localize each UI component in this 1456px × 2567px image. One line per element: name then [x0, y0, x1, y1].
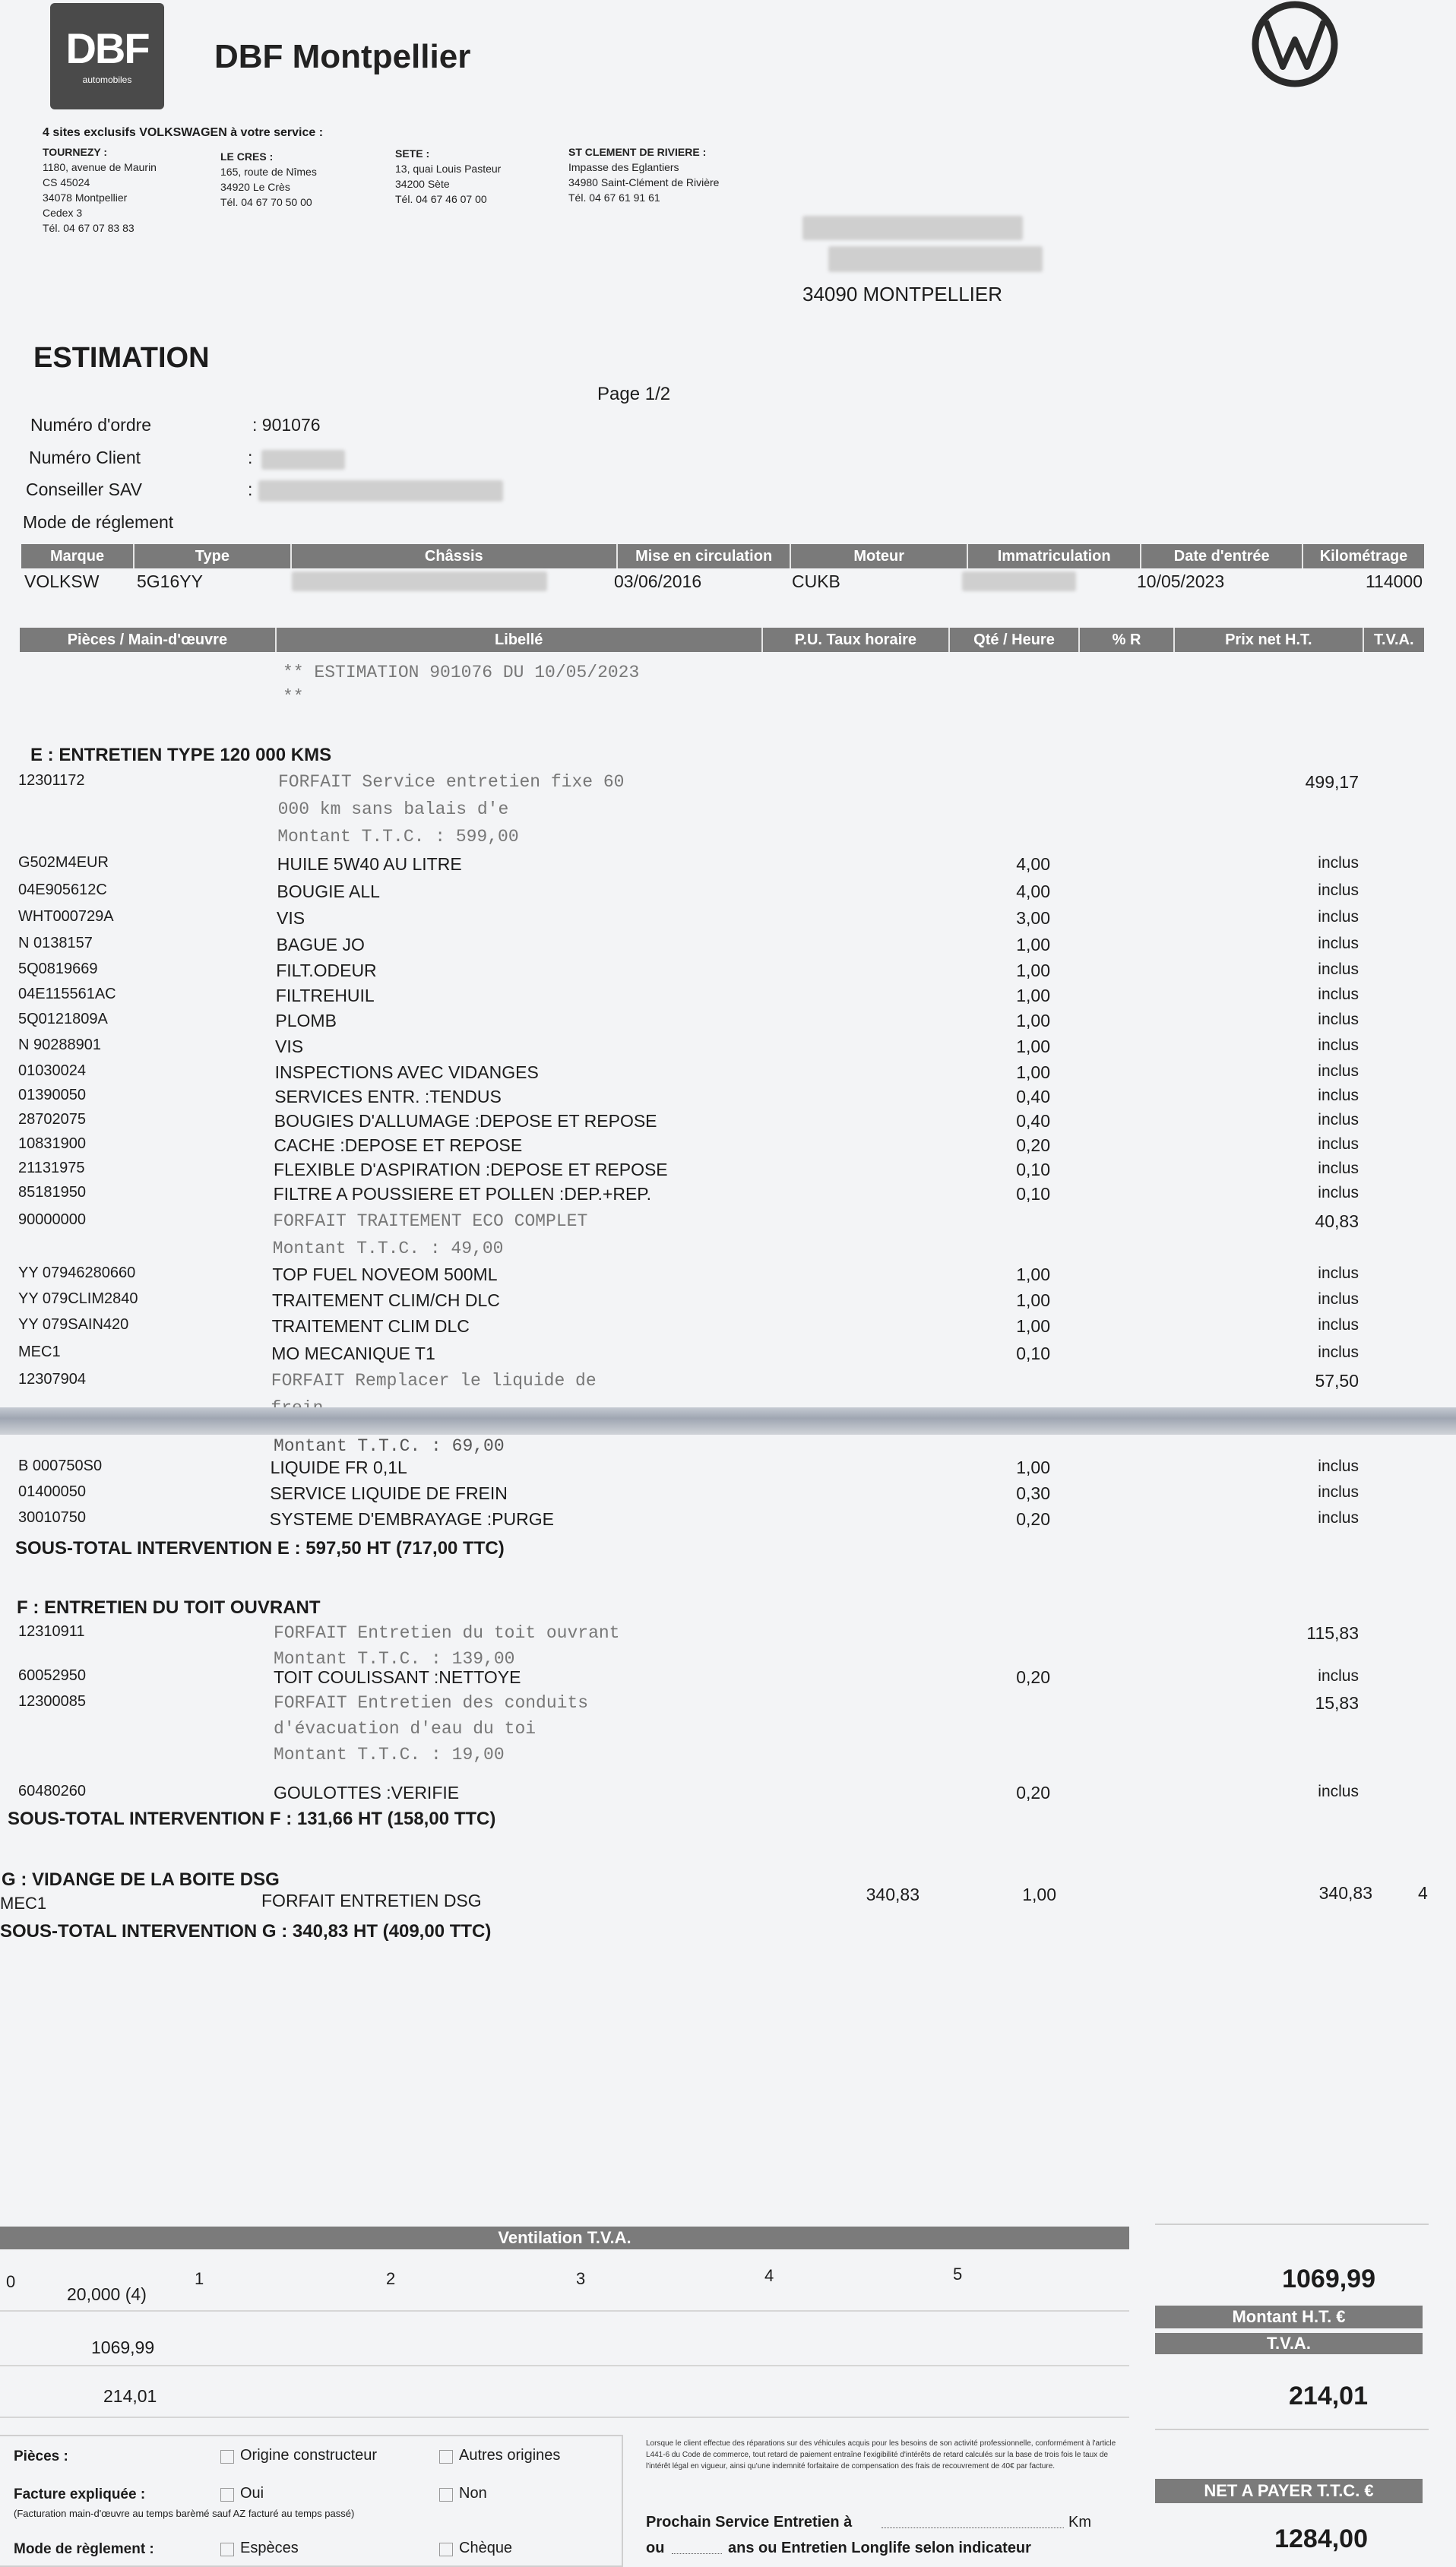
vehicle-date-entree: 10/05/2023: [1137, 571, 1225, 591]
field-label: Mode de réglement: [23, 512, 174, 532]
doc-title: ESTIMATION: [33, 342, 210, 374]
line-price: inclus: [1318, 1011, 1359, 1028]
line-price: inclus: [1318, 1037, 1359, 1054]
site-line: 1180, avenue de Maurin: [43, 161, 157, 173]
line-code: 01390050: [18, 1087, 86, 1103]
paper-fold: [0, 1407, 1456, 1435]
line-qty: 0,10: [1016, 1344, 1050, 1363]
line-code: 28702075: [18, 1111, 86, 1128]
line-price: 340,83: [1318, 1883, 1372, 1903]
line-qty: 1,00: [1016, 1290, 1050, 1310]
line-label: FORFAIT Entretien des conduits: [274, 1693, 589, 1713]
total-ht-label-bar: [1155, 2306, 1423, 2328]
checkbox-origine[interactable]: [220, 2450, 234, 2464]
line-code: N 90288901: [18, 1037, 101, 1053]
line-label: TRAITEMENT CLIM DLC: [271, 1316, 470, 1336]
line-label: FORFAIT Remplacer le liquide de: [271, 1371, 597, 1391]
line-label: SYSTEME D'EMBRAYAGE :PURGE: [269, 1509, 554, 1529]
line-label: MO MECANIQUE T1: [271, 1344, 435, 1363]
site-line: 34980 Saint-Clément de Rivière: [568, 176, 720, 188]
vehicle-mise-circulation: 03/06/2016: [614, 571, 702, 591]
line-code: 12301172: [18, 772, 85, 789]
line-label: d'évacuation d'eau du toi: [274, 1719, 537, 1739]
line-price: inclus: [1318, 1265, 1359, 1282]
field-value: :: [248, 448, 253, 467]
col-header: T.V.A.: [1373, 631, 1414, 648]
estimation-line: ** ESTIMATION 901076 DU 10/05/2023: [283, 663, 640, 682]
site-line: Impasse des Eglantiers: [568, 161, 679, 173]
col-header: Moteur: [791, 544, 967, 568]
redacted-advisor: [258, 480, 503, 502]
site-line: Cedex 3: [43, 207, 83, 219]
sites-title: 4 sites exclusifs VOLKSWAGEN à votre service :: [43, 126, 324, 139]
line-price: 15,83: [1315, 1693, 1359, 1713]
col-header: Kilométrage: [1319, 548, 1408, 565]
site-tel: Tél. 04 67 07 83 83: [43, 222, 135, 234]
line-price: inclus: [1318, 1087, 1359, 1104]
site-line: 13, quai Louis Pasteur: [395, 163, 502, 175]
line-qty: 1,00: [1016, 935, 1050, 954]
vehicle-marque: VOLKSW: [24, 571, 100, 591]
vehicle-type: 5G16YY: [137, 571, 203, 591]
checkbox-cheque[interactable]: [439, 2543, 453, 2556]
line-label: Montant T.T.C. : 49,00: [272, 1239, 504, 1258]
col-header: Mise en circulation: [618, 544, 792, 568]
line-qty: 1,00: [1016, 1316, 1050, 1336]
section-subtotal: SOUS-TOTAL INTERVENTION G : 340,83 HT (409,00 TTC): [0, 1921, 492, 1942]
site-line: Tél. 04 67 61 91 61: [568, 191, 660, 204]
section-subtotal: SOUS-TOTAL INTERVENTION E : 597,50 HT (717,00 TTC): [15, 1538, 505, 1559]
line-code: N 0138157: [18, 935, 93, 951]
tva-ventilation-bar: [0, 2227, 1129, 2249]
brand-name: DBF Montpellier: [214, 38, 471, 75]
line-price: inclus: [1318, 1316, 1359, 1334]
prochain-ou: ou: [646, 2540, 665, 2556]
footer-oui: Oui: [240, 2485, 264, 2502]
line-label: LIQUIDE FR 0,1L: [270, 1458, 407, 1477]
net-label: NET A PAYER T.T.C. €: [1204, 2481, 1374, 2500]
tva-rate: 20,000 (4): [67, 2284, 147, 2304]
line-label: BAGUE JO: [276, 935, 365, 954]
line-qty: 1,00: [1016, 1037, 1050, 1056]
line-qty: 1,00: [1016, 1265, 1050, 1284]
redacted-client-address: [828, 246, 1043, 272]
footer-pieces: Pièces :: [14, 2448, 68, 2464]
line-qty: 0,20: [1016, 1667, 1050, 1687]
line-price: inclus: [1318, 1184, 1359, 1201]
line-label: FORFAIT Entretien du toit ouvrant: [274, 1623, 620, 1643]
col-header: Pièces / Main-d'œuvre: [20, 628, 277, 652]
line-qty: 1,00: [1016, 1062, 1050, 1082]
net-label-bar: [1155, 2479, 1423, 2503]
col-header: P.U. Taux horaire: [763, 628, 950, 652]
tva-divider: [0, 2365, 1129, 2366]
site-name: SETE :: [395, 147, 430, 160]
col-header: % R: [1080, 628, 1175, 652]
tva-col: 3: [576, 2269, 586, 2288]
line-price: inclus: [1318, 1783, 1359, 1800]
col-header: Immatriculation: [968, 544, 1142, 568]
site-name: LE CRES :: [220, 150, 274, 163]
tva-col: 2: [386, 2269, 396, 2288]
line-code: 01400050: [18, 1483, 86, 1500]
line-price: 115,83: [1306, 1623, 1359, 1643]
col-header: Type: [135, 544, 292, 568]
col-header: Date d'entrée: [1141, 544, 1303, 568]
line-code: 12310911: [18, 1623, 85, 1640]
line-label: CACHE :DEPOSE ET REPOSE: [274, 1135, 523, 1155]
prochain-km-unit: Km: [1068, 2514, 1091, 2531]
prochain-service: Prochain Service Entretien à: [646, 2514, 853, 2531]
prochain-ans: ans ou Entretien Longlife selon indicateur: [728, 2540, 1031, 2556]
section-title: G : VIDANGE DE LA BOITE DSG: [2, 1869, 280, 1890]
field-label: Numéro Client: [29, 448, 141, 467]
vw-logo-icon: [1243, 0, 1347, 91]
line-label: SERVICES ENTR. :TENDUS: [274, 1087, 502, 1106]
line-qty: 0,40: [1016, 1111, 1050, 1131]
tva-col: 4: [764, 2266, 774, 2285]
line-price: inclus: [1318, 1062, 1359, 1080]
line-price: inclus: [1318, 1483, 1359, 1501]
line-price: inclus: [1318, 935, 1359, 952]
total-ht: 1069,99: [1282, 2265, 1375, 2293]
line-code: 04E115561AC: [18, 986, 116, 1002]
section-title: E : ENTRETIEN TYPE 120 000 KMS: [30, 745, 332, 765]
line-qty: 0,40: [1016, 1087, 1050, 1106]
line-code: YY 079CLIM2840: [18, 1290, 138, 1307]
col-header: Qté / Heure: [950, 628, 1080, 652]
footer-cheque: Chèque: [459, 2540, 513, 2556]
section-title: F : ENTRETIEN DU TOIT OUVRANT: [17, 1597, 321, 1618]
line-label: FILTRE A POUSSIERE ET POLLEN :DEP.+REP.: [273, 1184, 652, 1204]
site-line: Tél. 04 67 46 07 00: [395, 193, 487, 205]
totals-top-line: [1155, 2224, 1429, 2225]
footer-autres: Autres origines: [459, 2447, 561, 2464]
line-code: 12300085: [18, 1693, 86, 1710]
line-price: 57,50: [1315, 1371, 1359, 1391]
line-qty: 0,20: [1016, 1509, 1050, 1529]
line-price: inclus: [1318, 1509, 1359, 1527]
line-price: inclus: [1318, 854, 1359, 872]
site-line: 34200 Sète: [395, 178, 450, 190]
col-header: Châssis: [292, 544, 618, 568]
site-tournezy: [43, 144, 157, 236]
line-label: SERVICE LIQUIDE DE FREIN: [270, 1483, 508, 1503]
checkbox-non[interactable]: [439, 2488, 453, 2502]
line-qty: 0,20: [1016, 1783, 1050, 1803]
line-label: Montant T.T.C. : 69,00: [274, 1436, 505, 1456]
tva-col: 5: [953, 2265, 963, 2284]
footer-facturation-note: (Facturation main-d'œuvre au temps barèmé sauf AZ facturé au temps passé): [14, 2508, 355, 2519]
total-ht-label: Montant H.T. €: [1232, 2307, 1346, 2326]
line-code: 04E905612C: [18, 882, 107, 898]
line-price: inclus: [1318, 882, 1359, 899]
site-line: 165, route de Nîmes: [220, 166, 317, 178]
tva-divider: [0, 2417, 1129, 2418]
line-price: 40,83: [1315, 1211, 1359, 1231]
site-line: 34920 Le Crès: [220, 181, 290, 193]
line-price: 499,17: [1305, 772, 1359, 792]
line-label: 000 km sans balais d'e: [277, 799, 509, 819]
line-tva: 4: [1418, 1883, 1428, 1903]
col-header: Marque: [21, 544, 135, 568]
section-subtotal: SOUS-TOTAL INTERVENTION F : 131,66 HT (158,00 TTC): [8, 1809, 496, 1829]
line-code: YY 079SAIN420: [18, 1316, 129, 1333]
line-code: 5Q0819669: [18, 961, 98, 977]
line-price: inclus: [1318, 1344, 1359, 1361]
field-value: :: [248, 480, 253, 499]
line-price: inclus: [1318, 1135, 1359, 1153]
line-label: VIS: [275, 1037, 304, 1056]
line-price: inclus: [1318, 1290, 1359, 1308]
redacted-chassis: [292, 571, 547, 591]
site-name: ST CLEMENT DE RIVIERE :: [568, 146, 707, 158]
line-code: 21131975: [18, 1160, 85, 1176]
line-code: YY 07946280660: [18, 1265, 136, 1281]
line-code: 90000000: [18, 1211, 86, 1228]
line-label: TOIT COULISSANT :NETTOYE: [274, 1667, 521, 1687]
col-header: Prix net H.T.: [1175, 628, 1363, 652]
line-label: FORFAIT ENTRETIEN DSG: [261, 1891, 482, 1910]
page-number: Page 1/2: [597, 384, 671, 404]
redacted-immatriculation: [962, 571, 1076, 591]
tva-col: 1: [195, 2269, 204, 2288]
field-label: Numéro d'ordre: [30, 415, 152, 435]
line-label: GOULOTTES :VERIFIE: [274, 1783, 460, 1803]
field-label: Conseiller SAV: [26, 480, 142, 499]
line-label: Montant T.T.C. : 19,00: [274, 1745, 505, 1765]
line-code: MEC1: [0, 1894, 47, 1913]
line-code: 12307904: [18, 1371, 86, 1388]
line-label: INSPECTIONS AVEC VIDANGES: [274, 1062, 539, 1082]
line-label: BOUGIE ALL: [277, 882, 380, 901]
site-name: TOURNEZY :: [43, 146, 108, 158]
vehicle-km: 114000: [1365, 571, 1423, 591]
line-label: FORFAIT TRAITEMENT ECO COMPLET: [273, 1211, 588, 1231]
col-header: Libellé: [277, 628, 763, 652]
line-pu: 340,83: [866, 1885, 919, 1904]
line-label: FLEXIBLE D'ASPIRATION :DEPOSE ET REPOSE: [274, 1160, 668, 1179]
line-qty: 1,00: [1016, 1458, 1050, 1477]
redacted-client-number: [261, 450, 345, 470]
line-qty: 1,00: [1022, 1885, 1056, 1904]
checkbox-especes[interactable]: [220, 2543, 234, 2556]
line-code: 10831900: [18, 1135, 86, 1152]
line-price: inclus: [1318, 1667, 1359, 1685]
line-label: BOUGIES D'ALLUMAGE :DEPOSE ET REPOSE: [274, 1111, 657, 1131]
line-code: 01030024: [18, 1062, 86, 1079]
logo-text: DBF: [65, 24, 149, 72]
line-label: VIS: [277, 908, 305, 928]
line-qty: 1,00: [1016, 961, 1050, 980]
tva-label: T.V.A.: [1267, 2334, 1311, 2353]
line-price: inclus: [1318, 908, 1359, 926]
totals-divider: [1155, 2429, 1429, 2430]
line-qty: 1,00: [1016, 986, 1050, 1005]
checkbox-autres[interactable]: [439, 2450, 453, 2464]
checkbox-oui[interactable]: [220, 2488, 234, 2502]
redacted-client-name: [802, 216, 1023, 240]
tva-label-bar: [1155, 2333, 1423, 2354]
line-label: TOP FUEL NOVEOM 500ML: [272, 1265, 498, 1284]
line-qty: 1,00: [1016, 1011, 1050, 1030]
line-code: 60480260: [18, 1783, 86, 1799]
line-code: WHT000729A: [18, 908, 114, 925]
field-value: : 901076: [252, 415, 321, 435]
total-tva: 214,01: [1289, 2382, 1368, 2410]
line-price: inclus: [1318, 961, 1359, 978]
site-line: 34078 Montpellier: [43, 191, 128, 204]
footer-origine: Origine constructeur: [240, 2447, 378, 2464]
site-sete: [395, 146, 501, 207]
line-qty: 4,00: [1016, 882, 1050, 901]
tva-col: 0: [6, 2272, 16, 2291]
prochain-km-field[interactable]: [882, 2527, 1064, 2528]
line-label: FILT.ODEUR: [276, 961, 377, 980]
line-label: FORFAIT Service entretien fixe 60: [278, 772, 625, 792]
line-qty: 0,10: [1016, 1184, 1050, 1204]
vehicle-header-bar: [21, 544, 1424, 568]
dbf-logo: [50, 3, 164, 109]
legal-note: Lorsque le client effectue des réparations sur des véhicules acquis pour les besoins de son activité professionnelle, conformément à l'article L441-6 du Code de commerce, tout retard de paiement entraîne l'exigibilité d'intérêts de retard calculés sur la base de trois fois le taux de l'intérêt légal en vigueur, ainsi qu'une indemnité forfaitaire de compensation des frais de recouvrement de 40€ par facture.: [646, 2439, 1116, 2470]
line-label: TRAITEMENT CLIM/CH DLC: [272, 1290, 500, 1310]
line-price: inclus: [1318, 1160, 1359, 1177]
line-label: Montant T.T.C. : 139,00: [274, 1649, 515, 1669]
line-code: G502M4EUR: [18, 854, 109, 871]
footer-especes: Espèces: [240, 2540, 299, 2556]
tva-ventilation-title: Ventilation T.V.A.: [498, 2228, 631, 2247]
line-price: inclus: [1318, 1458, 1359, 1475]
line-qty: 0,20: [1016, 1135, 1050, 1155]
line-code: MEC1: [18, 1344, 61, 1360]
line-label: HUILE 5W40 AU LITRE: [277, 854, 462, 874]
total-net: 1284,00: [1274, 2524, 1368, 2553]
line-price: inclus: [1318, 986, 1359, 1003]
line-qty: 0,30: [1016, 1483, 1050, 1503]
line-price: inclus: [1318, 1111, 1359, 1128]
line-label: FILTREHUIL: [275, 986, 375, 1005]
line-code: 85181950: [18, 1184, 86, 1201]
tva-amount: 214,01: [103, 2386, 157, 2406]
line-label: Montant T.T.C. : 599,00: [277, 827, 519, 847]
line-code: 5Q0121809A: [18, 1011, 108, 1027]
footer-non: Non: [459, 2485, 487, 2502]
site-line: Tél. 04 67 70 50 00: [220, 196, 312, 208]
site-line: CS 45024: [43, 176, 90, 188]
footer-facture: Facture expliquée :: [14, 2486, 146, 2502]
footer-mode: Mode de règlement :: [14, 2541, 154, 2557]
lines-header-bar: [20, 628, 1424, 652]
line-qty: 3,00: [1016, 908, 1050, 928]
tva-base: 1069,99: [91, 2338, 155, 2357]
line-label: PLOMB: [275, 1011, 337, 1030]
line-qty: 4,00: [1016, 854, 1050, 874]
estimation-line: **: [283, 687, 304, 707]
site-le-cres: [220, 149, 317, 210]
client-city: 34090 MONTPELLIER: [802, 283, 1003, 305]
line-code: 30010750: [18, 1509, 86, 1526]
logo-sub: automobiles: [82, 74, 132, 85]
vehicle-moteur: CUKB: [792, 571, 840, 591]
tva-divider: [0, 2310, 1129, 2312]
line-code: 60052950: [18, 1667, 86, 1684]
site-st-clement: [568, 144, 719, 205]
prochain-years-field[interactable]: [672, 2553, 722, 2554]
line-code: B 000750S0: [18, 1458, 103, 1474]
line-qty: 0,10: [1016, 1160, 1050, 1179]
